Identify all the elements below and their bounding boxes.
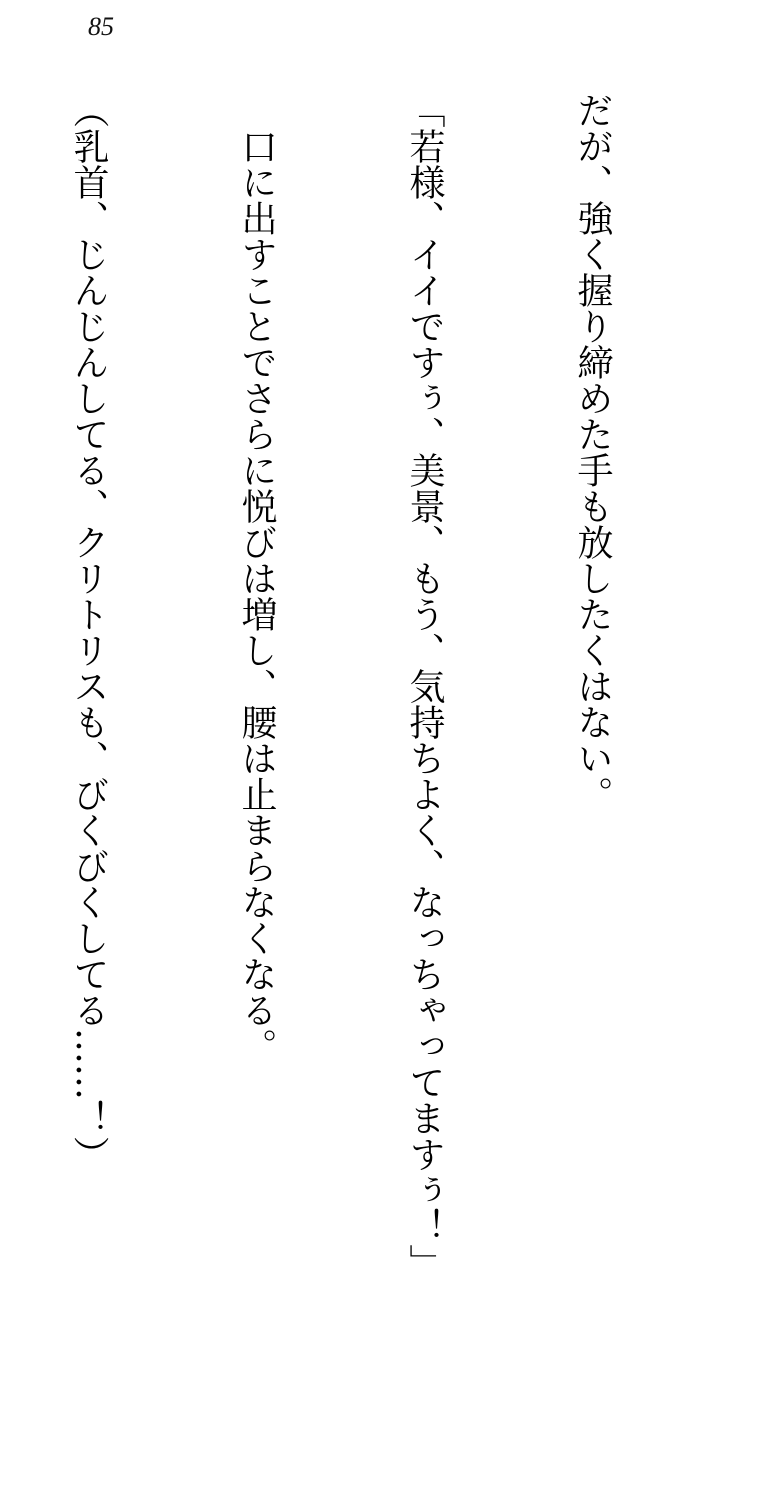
text-line: 「若様、イイですぅ、美景、もう、気持ちよく、なっちゃってますぅ！」 [404,92,445,1280]
page-number: 85 [88,12,114,41]
text-line: 口に出すことでさらに悦びは増し、腰は止まらなくなる。 [236,92,277,1064]
text-body [0,92,732,1280]
text-line: だが、強く握り締めた手も放したくはない。 [572,92,613,812]
text-line: （乳首、じんじんしてる、クリトリスも、びくびくしてる……！） [68,92,109,1172]
